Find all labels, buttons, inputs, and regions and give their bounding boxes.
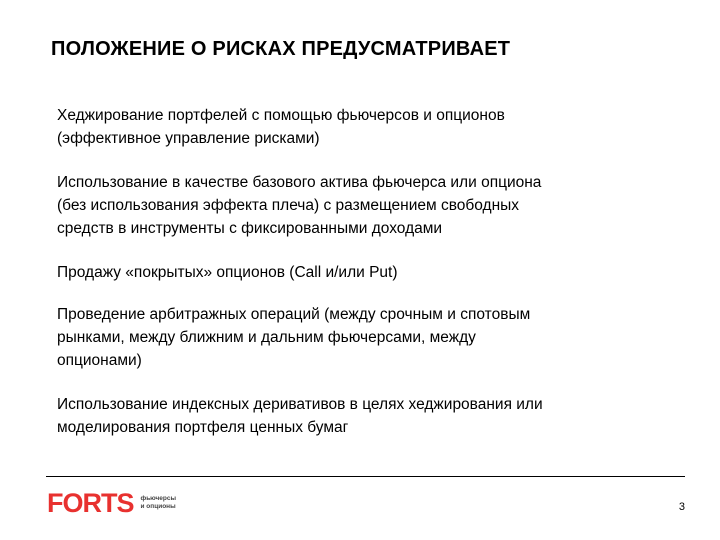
logo-subtitle — [141, 495, 177, 511]
bullet-list — [57, 104, 687, 460]
bullet-line: Проведение арбитражных операций (между срочным и спотовым — [57, 306, 531, 323]
page-number: 3 — [678, 501, 685, 513]
bullet-line: Использование в качестве базового актива фьючерса или опциона — [57, 174, 542, 191]
bullet-line: рынками, между ближним и дальним фьючерсами, между — [57, 329, 476, 346]
bullet-line: Использование индексных деривативов в целях хеджирования или — [57, 396, 543, 413]
bullet-line: Хеджирование портфелей с помощью фьючерсов и опционов — [57, 107, 505, 124]
bullet-item — [57, 261, 687, 284]
slide-title: ПОЛОЖЕНИЕ О РИСКАХ ПРЕДУСМАТРИВАЕТ — [51, 38, 511, 60]
bullet-line: Продажу «покрытых» опционов (Call и/или Put) — [57, 264, 398, 281]
bullet-item — [57, 303, 687, 372]
footer-divider — [46, 476, 685, 477]
logo-subtitle-line: и опционы — [140, 503, 176, 510]
bullet-item — [57, 393, 687, 439]
logo-mark: FORTS — [47, 488, 134, 518]
bullet-line: (эффективное управление рисками) — [57, 130, 320, 147]
bullet-item — [57, 171, 687, 240]
bullet-item — [57, 104, 687, 150]
bullet-line: моделирования портфеля ценных бумаг — [57, 419, 349, 436]
logo-subtitle-line: фьючерсы — [140, 495, 177, 502]
forts-logo — [47, 490, 176, 516]
bullet-line: (без использования эффекта плеча) с размещением свободных — [57, 197, 520, 214]
bullet-line: опционами) — [57, 352, 142, 369]
bullet-line: средств в инструменты с фиксированными доходами — [57, 220, 443, 237]
